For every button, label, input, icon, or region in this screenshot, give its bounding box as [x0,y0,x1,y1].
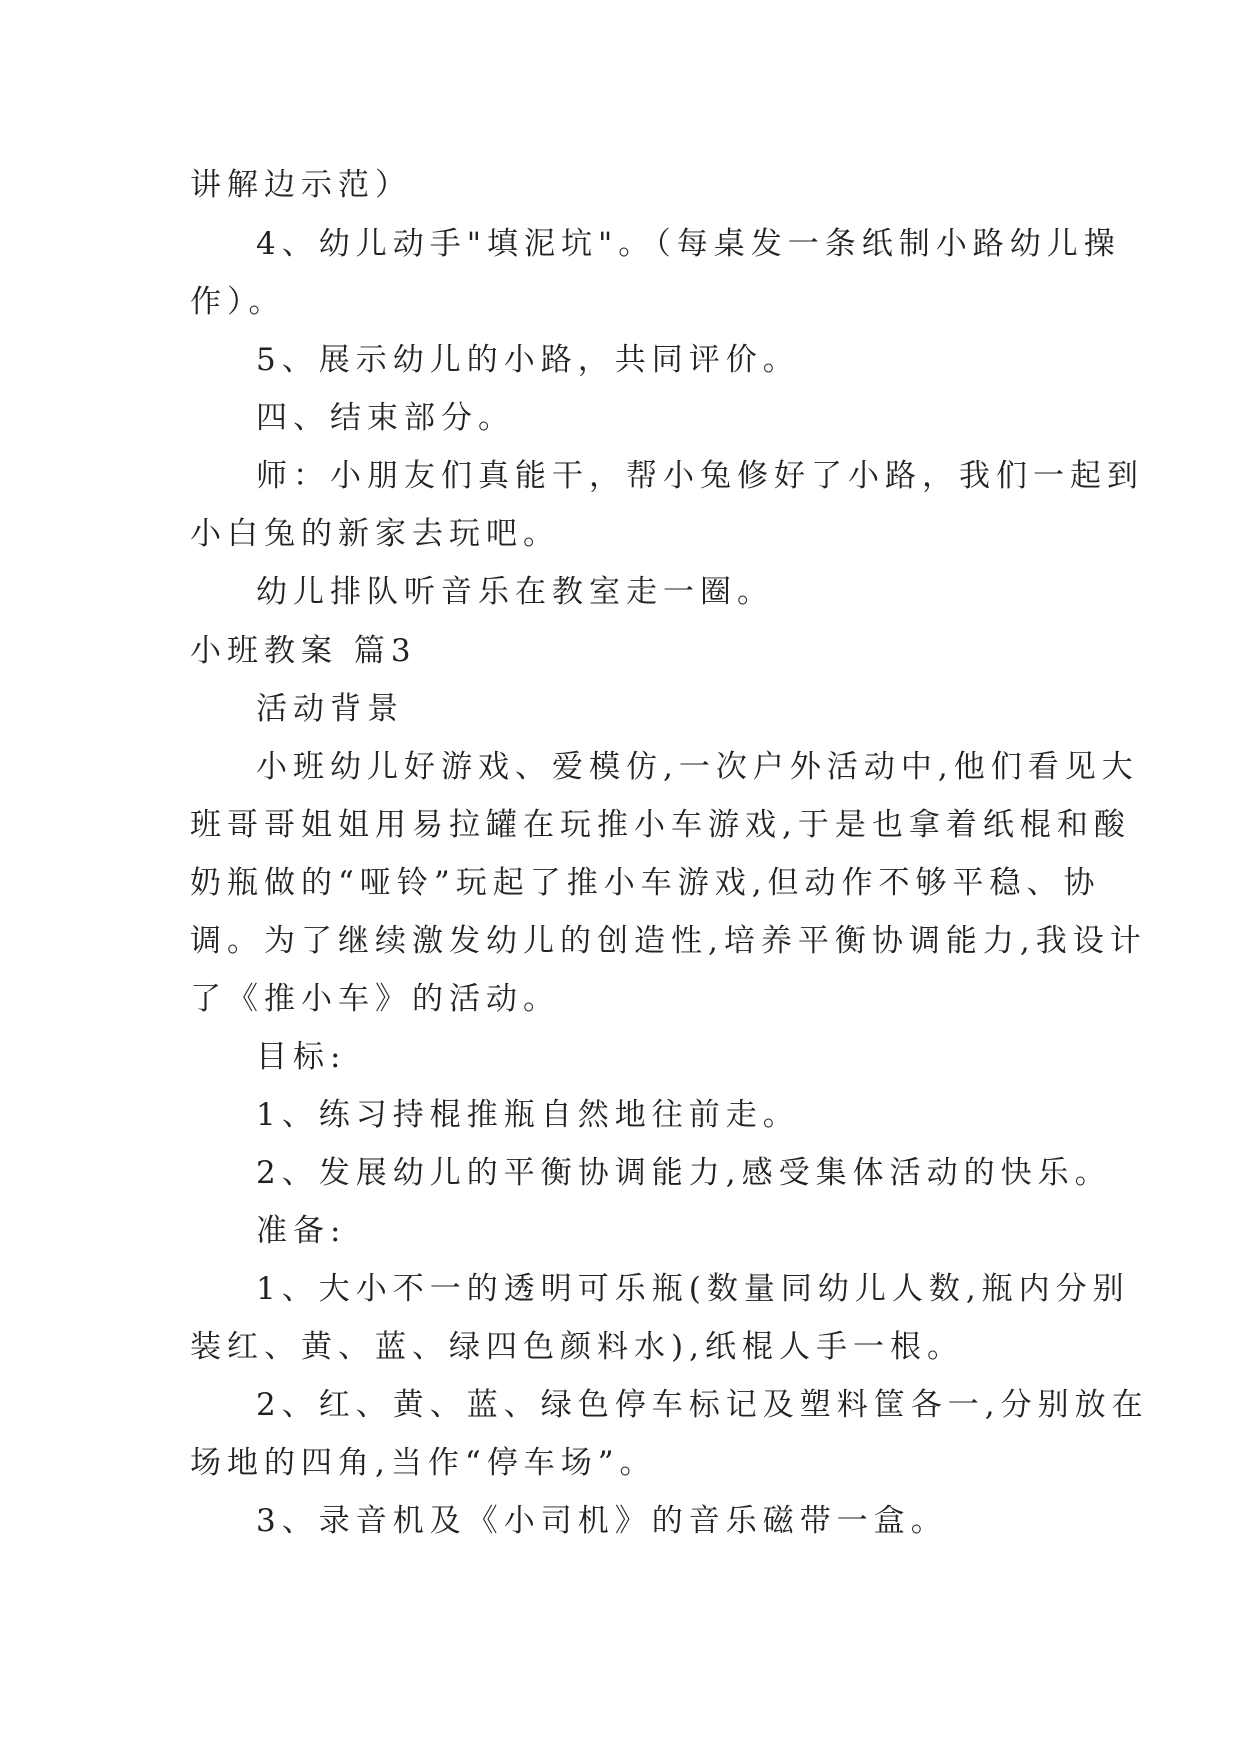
text-line-21: 装红、黄、蓝、绿四色颜料水),纸棍人手一根。 [190,1329,964,1365]
text-line-14: 调。为了继续激发幼儿的创造性,培养平衡协调能力,我设计 [190,923,1147,959]
text-line-8: 幼儿排队听音乐在教室走一圈。 [256,574,774,610]
section-heading: 小班教案 篇3 [190,633,417,669]
text-line-2: 4、幼儿动手"填泥坑"。（每桌发一条纸制小路幼儿操 [256,226,1121,262]
text-line-6: 师：小朋友们真能干，帮小兔修好了小路，我们一起到 [256,458,1144,494]
text-line-22: 2、红、黄、蓝、绿色停车标记及塑料筐各一,分别放在 [256,1387,1149,1423]
text-line-24: 3、录音机及《小司机》的音乐磁带一盒。 [256,1503,948,1539]
text-line-7: 小白兔的新家去玩吧。 [190,516,560,552]
text-line-12: 班哥哥姐姐用易拉罐在玩推小车游戏,于是也拿着纸棍和酸 [190,807,1131,843]
text-line-3: 作）。 [190,284,286,320]
text-line-16: 目标: [256,1039,347,1075]
text-line-20: 1、大小不一的透明可乐瓶(数量同幼儿人数,瓶内分别 [256,1271,1130,1307]
text-line-23: 场地的四角,当作“停车场”。 [190,1445,657,1481]
text-line-11: 小班幼儿好游戏、爱模仿,一次户外活动中,他们看见大 [256,749,1139,785]
text-line-19: 准备: [256,1213,347,1249]
text-line-1: 讲解边示范） [190,167,412,203]
text-line-18: 2、发展幼儿的平衡协调能力,感受集体活动的快乐。 [256,1155,1112,1191]
text-line-4: 5、展示幼儿的小路，共同评价。 [256,342,800,378]
text-line-5: 四、结束部分。 [256,400,515,436]
text-line-10: 活动背景 [256,691,404,727]
text-line-17: 1、练习持棍推瓶自然地往前走。 [256,1097,800,1133]
text-line-15: 了《推小车》的活动。 [190,981,560,1017]
text-line-13: 奶瓶做的“哑铃”玩起了推小车游戏,但动作不够平稳、协 [190,865,1101,901]
